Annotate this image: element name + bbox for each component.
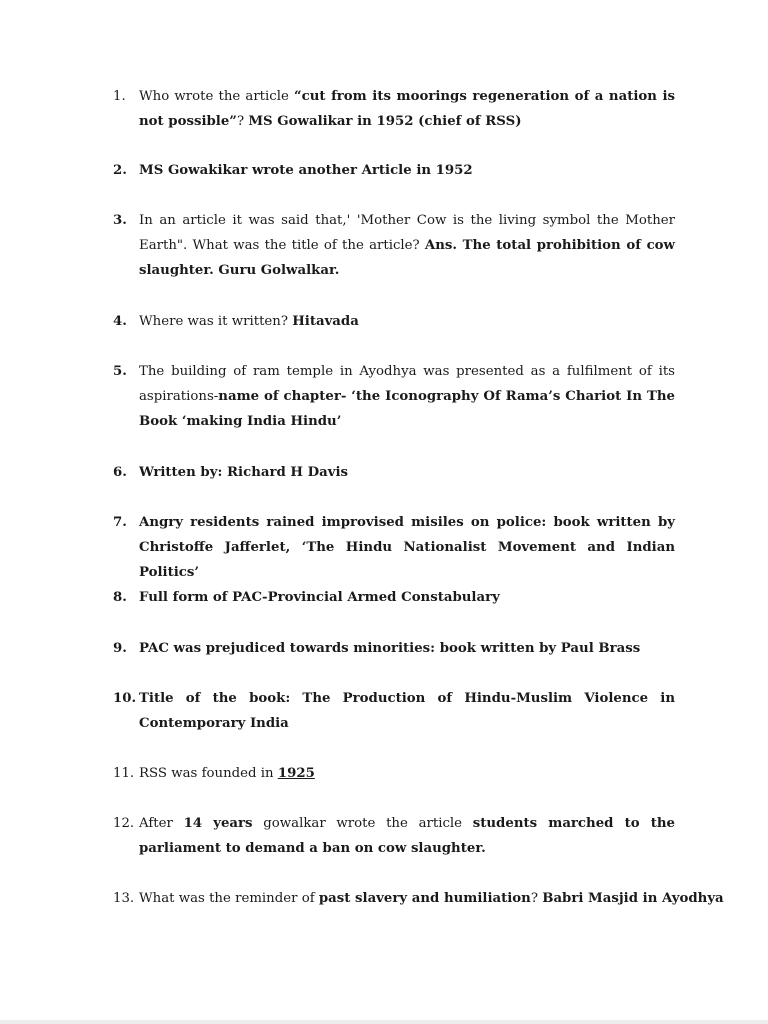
item-number: 2. (113, 163, 127, 178)
item-number: 11. (113, 766, 135, 781)
plain-text: The building of ram temple in Ayodhya was presented as a fulfilment of its aspirations- (139, 364, 675, 404)
list-item (113, 886, 724, 911)
item-text (139, 585, 675, 610)
plain-text: Where was it written? (139, 314, 293, 329)
bold-text: “cut from its moorings regeneration of a nation is not possible” (139, 89, 675, 129)
item-number: 12. (113, 816, 135, 831)
page-bottom-edge (0, 1020, 768, 1024)
list-item (113, 636, 675, 661)
item-text (139, 359, 675, 434)
item-number: 13. (113, 891, 135, 906)
item-text (139, 309, 675, 334)
list-item (113, 761, 675, 786)
bold-text: Hitavada (292, 314, 359, 329)
list-item (113, 460, 675, 485)
item-text (139, 761, 675, 786)
bold-text: PAC was prejudiced towards minorities: book written by Paul Brass (139, 641, 641, 656)
list-item (113, 510, 675, 585)
item-number: 5. (113, 364, 127, 379)
item-number: 3. (113, 213, 127, 228)
item-number: 6. (113, 465, 127, 480)
item-text (139, 510, 675, 585)
list-item (113, 309, 675, 334)
item-number: 8. (113, 590, 127, 605)
underlined-text: 1925 (277, 766, 315, 781)
item-text (139, 208, 675, 283)
bold-text: past slavery and humiliation (318, 891, 531, 906)
plain-text: RSS was founded in (139, 766, 278, 781)
item-text (139, 886, 724, 911)
bold-text: 14 years (183, 816, 253, 831)
item-text (139, 84, 675, 134)
item-text (139, 460, 675, 485)
list-item (113, 158, 675, 183)
list-item (113, 811, 675, 861)
item-number: 4. (113, 314, 127, 329)
plain-text: gowalkar wrote the article (252, 816, 473, 831)
plain-text: After (139, 816, 184, 831)
plain-text: Who wrote the article (139, 89, 294, 104)
item-number: 10. (113, 691, 137, 706)
item-number: 1. (113, 89, 126, 104)
item-text (139, 811, 675, 861)
list-item (113, 359, 675, 434)
bold-text: Angry residents rained improvised misiles on police: book written by Christoffe Jafferlet, ‘The Hindu Nationalist Movement and Indian Politics’ (139, 515, 675, 580)
bold-text: Title of the book: The Production of Hindu-Muslim Violence in Contemporary India (139, 691, 675, 731)
list-item (113, 585, 675, 610)
item-text (139, 158, 675, 183)
item-text (139, 686, 675, 736)
plain-text: In an article it was said that,' 'Mother Cow is the living symbol the Mother Earth". What was the title of the article? (139, 213, 675, 253)
list-item (113, 686, 675, 736)
bold-text: Babri Masjid in Ayodhya (542, 891, 724, 906)
list-item (113, 84, 675, 134)
bold-text: Ans. The total prohibition of cow slaughter. Guru Golwalkar. (139, 238, 675, 278)
bold-text: students marched to the parliament to demand a ban on cow slaughter. (139, 816, 675, 856)
bold-text: MS Gowakikar wrote another Article in 1952 (139, 163, 473, 178)
item-text (139, 636, 675, 661)
plain-text: What was the reminder of (139, 891, 319, 906)
bold-text: Written by: Richard H Davis (139, 465, 349, 480)
plain-text: ? (530, 891, 543, 906)
list-item (113, 208, 675, 283)
bold-text: MS Gowalikar in 1952 (chief of RSS) (248, 114, 522, 129)
bold-text: name of chapter- ‘the Iconography Of Rama’s Chariot In The Book ‘making India Hindu’ (139, 389, 675, 429)
plain-text: ? (236, 114, 249, 129)
item-number: 9. (113, 641, 127, 656)
item-number: 7. (113, 515, 127, 530)
bold-text: Full form of PAC-Provincial Armed Constabulary (139, 590, 500, 605)
